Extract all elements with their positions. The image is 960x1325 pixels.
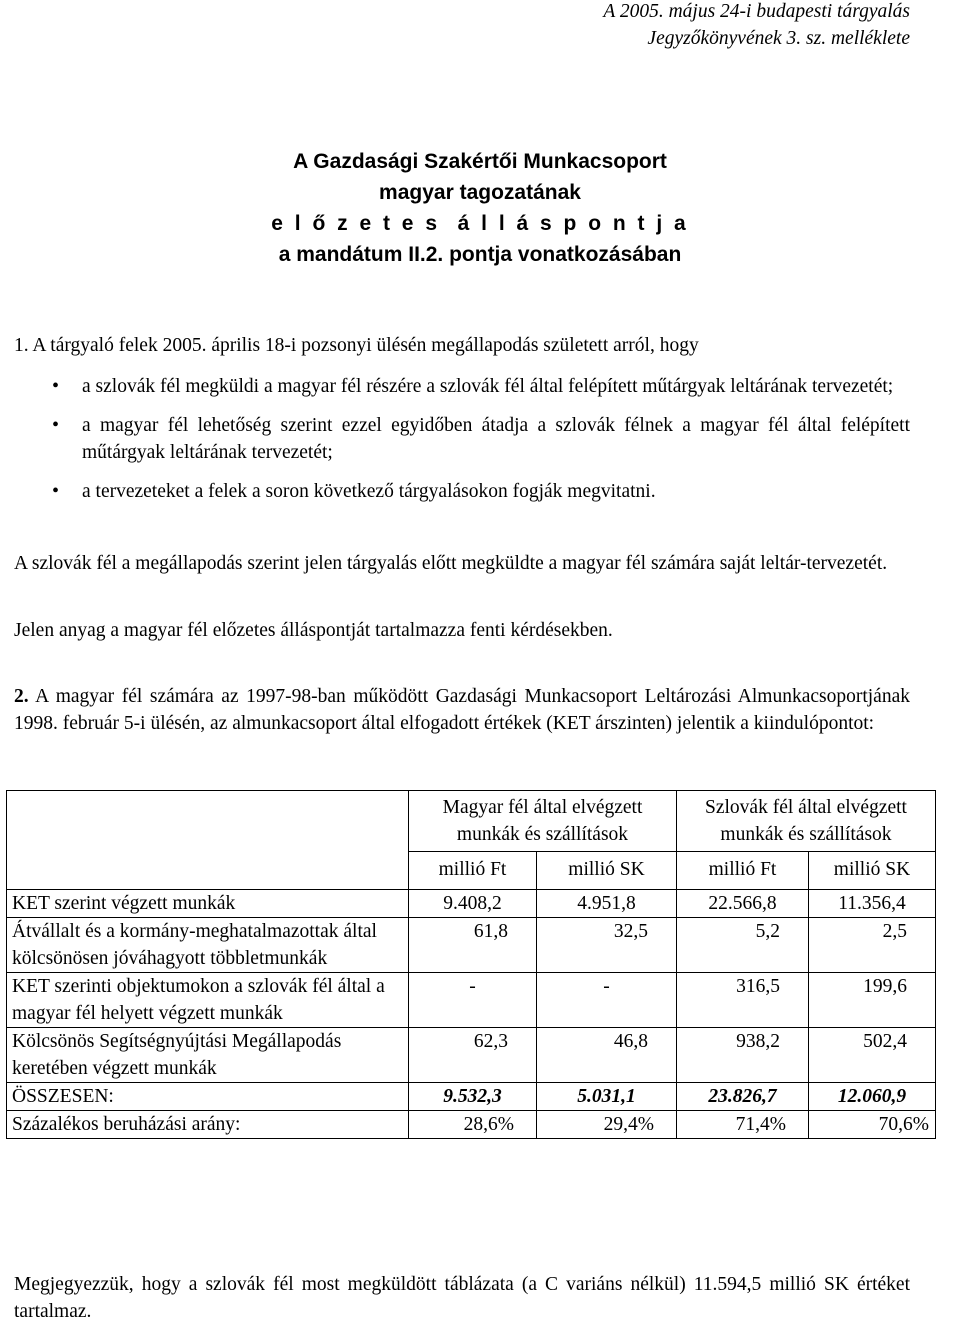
title-line-4: a mandátum II.2. pontja vonatkozásában	[278, 243, 682, 266]
title-line-2: magyar tagozatának	[379, 181, 581, 204]
total-value: 5.031,1	[537, 1083, 677, 1111]
cell-value: -	[537, 973, 677, 1028]
cell-value: 11.356,4	[809, 890, 936, 918]
ratio-value: 28,6%	[409, 1111, 537, 1139]
row-label: Átvállalt és a kormány-meghatalmazottak által kölcsönösen jóváhagyott többletmunkák	[7, 918, 409, 973]
cell-value: 316,5	[677, 973, 809, 1028]
cell-value: 2,5	[809, 918, 936, 973]
unit-header: millió Ft	[677, 852, 809, 890]
cell-value: 502,4	[809, 1028, 936, 1083]
section-1-paragraph-2: Jelen anyag a magyar fél előzetes álláspontját tartalmazza fenti kérdésekben.	[14, 620, 613, 641]
bullet-item: • a tervezeteket a felek a soron következő tárgyalásokon fogják megvitatni.	[14, 478, 910, 505]
title-line-1: A Gazdasági Szakértői Munkacsoport	[293, 150, 667, 173]
title-line-3: e l ő z e t e s á l l á s p o n t j a	[271, 212, 689, 235]
row-label: Kölcsönös Segítségnyújtási Megállapodás keretében végzett munkák	[7, 1028, 409, 1083]
section-2-paragraph	[14, 683, 910, 737]
inventory-value-table	[6, 790, 936, 1139]
row-label: KET szerinti objektumokon a szlovák fél által a magyar fél helyett végzett munkák	[7, 973, 409, 1028]
cell-value: 199,6	[809, 973, 936, 1028]
total-value: 12.060,9	[809, 1083, 936, 1111]
total-value: 9.532,3	[409, 1083, 537, 1111]
unit-header: millió SK	[537, 852, 677, 890]
table-row	[7, 973, 936, 1028]
cell-value: 938,2	[677, 1028, 809, 1083]
annex-header-line-1: A 2005. május 24-i budapesti tárgyalás	[603, 1, 910, 22]
ratio-value: 29,4%	[537, 1111, 677, 1139]
annex-header	[603, 0, 910, 52]
table-corner-cell	[7, 791, 409, 890]
total-label: ÖSSZESEN:	[7, 1083, 409, 1111]
cell-value: 4.951,8	[537, 890, 677, 918]
footnote-paragraph: Megjegyezzük, hogy a szlovák fél most megküldött táblázata (a C variáns nélkül) 11.594,5 millió SK értéket tartalmaz.	[14, 1274, 910, 1322]
unit-header: millió SK	[809, 852, 936, 890]
section-2-text: A magyar fél számára az 1997-98-ban működött Gazdasági Munkacsoport Leltározási Almunkacsoportjának 1998. február 5-i ülésén, az almunkacsoport által elfogadott értékek (KET árszinten) jelentik a kiindulópontot:	[14, 686, 910, 734]
bullet-item: • a magyar fél lehetőség szerint ezzel egyidőben átadja a szlovák félnek a magyar fél által felépített műtárgyak leltárának tervezetét;	[14, 412, 910, 466]
ratio-label: Százalékos beruházási arány:	[7, 1111, 409, 1139]
document-title	[0, 146, 960, 270]
table-row	[7, 890, 936, 918]
section-1-intro: 1. A tárgyaló felek 2005. április 18-i pozsonyi ülésén megállapodás született arról, hogy	[14, 335, 699, 356]
cell-value: -	[409, 973, 537, 1028]
ratio-value: 70,6%	[809, 1111, 936, 1139]
table-row	[7, 1028, 936, 1083]
cell-value: 61,8	[409, 918, 537, 973]
annex-header-line-2: Jegyzőkönyvének 3. sz. melléklete	[647, 28, 910, 49]
ratio-value: 71,4%	[677, 1111, 809, 1139]
group-header-hungarian: Magyar fél által elvégzett munkák és szállítások	[409, 791, 677, 852]
table-ratio-row	[7, 1111, 936, 1139]
unit-header: millió Ft	[409, 852, 537, 890]
cell-value: 5,2	[677, 918, 809, 973]
section-1-paragraph-1: A szlovák fél a megállapodás szerint jelen tárgyalás előtt megküldte a magyar fél számára saját leltár-tervezetét.	[14, 553, 888, 574]
row-label: KET szerint végzett munkák	[7, 890, 409, 918]
cell-value: 62,3	[409, 1028, 537, 1083]
agreement-bullet-list	[14, 373, 910, 505]
cell-value: 46,8	[537, 1028, 677, 1083]
group-header-slovak: Szlovák fél által elvégzett munkák és szállítások	[677, 791, 936, 852]
table-group-header-row	[7, 791, 936, 852]
cell-value: 32,5	[537, 918, 677, 973]
cell-value: 22.566,8	[677, 890, 809, 918]
table-row	[7, 918, 936, 973]
total-value: 23.826,7	[677, 1083, 809, 1111]
table-total-row	[7, 1083, 936, 1111]
bullet-item: • a szlovák fél megküldi a magyar fél részére a szlovák fél által felépített műtárgyak leltárának tervezetét;	[14, 373, 910, 400]
section-2-number: 2.	[14, 686, 29, 707]
cell-value: 9.408,2	[409, 890, 537, 918]
